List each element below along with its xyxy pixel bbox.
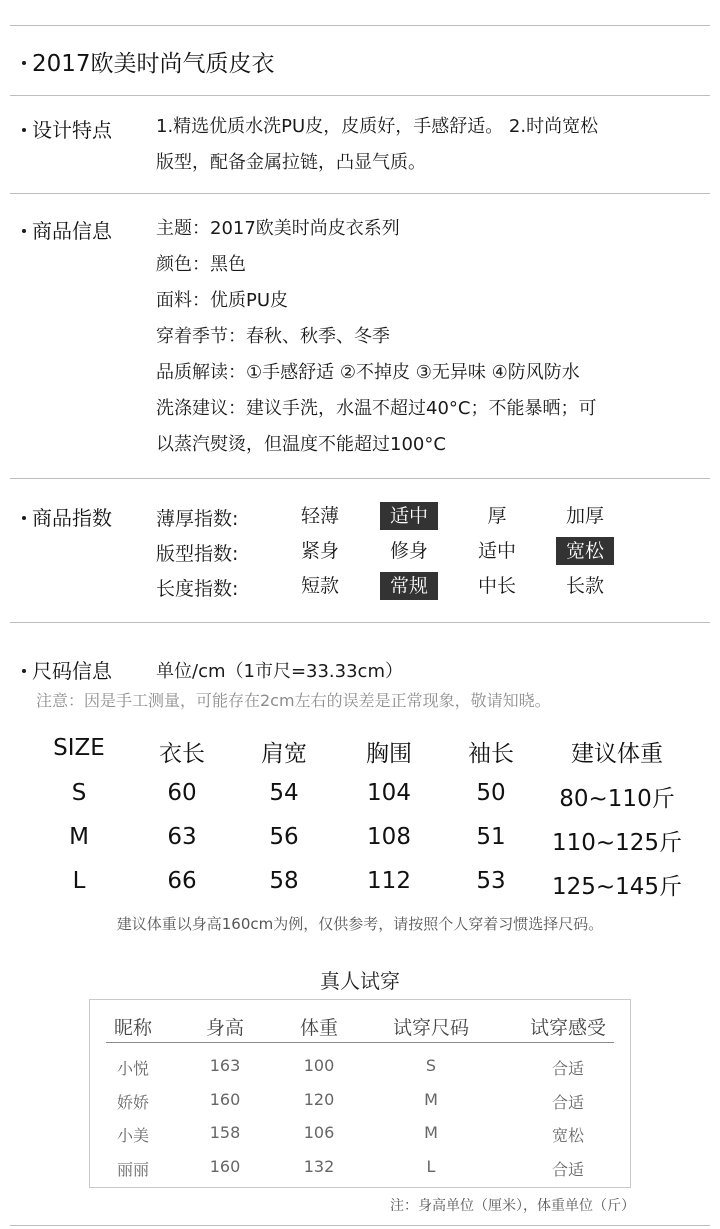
- bullet-dot: [22, 128, 26, 132]
- divider-2: [10, 193, 710, 194]
- bullet-dot: [22, 61, 26, 65]
- size-cell: 66: [167, 868, 197, 894]
- size-unit: 单位/cm（1市尺=33.33cm）: [156, 661, 403, 682]
- size-cell: 53: [476, 868, 506, 894]
- bullet-dot: [22, 516, 26, 520]
- design-line-2: 版型，配备金属拉链，凸显气质。: [156, 152, 426, 173]
- index-option: 适中: [477, 540, 516, 562]
- info-line: 洗涤建议：建议手洗，水温不超过40°C；不能暴晒；可: [156, 398, 597, 419]
- trial-cell: 丽丽: [116, 1160, 149, 1179]
- product-info-text: [156, 211, 596, 463]
- divider-bottom: [10, 1225, 710, 1226]
- trial-cell: 小美: [116, 1126, 149, 1145]
- info-line: 品质解读：①手感舒适 ②不掉皮 ③无异味 ④防风防水: [156, 362, 580, 383]
- size-cell: 125~145斤: [551, 874, 683, 900]
- trial-cell: 163: [209, 1056, 241, 1075]
- trial-cell: 宽松: [551, 1126, 584, 1145]
- info-line: 穿着季节：春秋、秋季、冬季: [156, 326, 390, 347]
- index-option-selected: 适中: [380, 502, 438, 530]
- size-header-cell: 建议体重: [571, 741, 663, 767]
- index-option: 长款: [565, 575, 604, 597]
- trial-header-divider: [106, 1042, 614, 1043]
- trial-cell: 合适: [551, 1059, 584, 1078]
- divider-1: [10, 95, 710, 96]
- size-header-cell: 胸围: [366, 741, 412, 767]
- info-line: 颜色：黑色: [156, 254, 246, 275]
- index-option: 紧身: [300, 540, 339, 562]
- divider-4: [10, 622, 710, 623]
- size-header-cell: 衣长: [159, 741, 205, 767]
- size-footnote: 建议体重以身高160cm为例，仅供参考，请按照个人穿着习惯选择尺码。: [116, 915, 604, 933]
- size-cell: M: [69, 824, 89, 850]
- bullet-dot: [22, 229, 26, 233]
- trial-cell: S: [425, 1056, 437, 1075]
- index-option: 短款: [300, 575, 339, 597]
- trial-title: 真人试穿: [320, 969, 400, 993]
- size-cell: 50: [476, 780, 506, 806]
- trial-cell: 160: [209, 1157, 241, 1176]
- trial-header-cell: 身高: [205, 1017, 244, 1039]
- size-cell: 51: [476, 824, 506, 850]
- trial-header-cell: 体重: [299, 1017, 338, 1039]
- index-option-selected: 常规: [380, 572, 438, 600]
- size-cell: 112: [367, 868, 411, 894]
- size-cell: 60: [167, 780, 197, 806]
- size-header-cell: 肩宽: [261, 741, 307, 767]
- size-cell: L: [72, 868, 86, 894]
- trial-cell: 160: [209, 1090, 241, 1109]
- trial-cell: 娇娇: [116, 1093, 149, 1112]
- size-cell: 54: [269, 780, 299, 806]
- page-title-row: [22, 45, 275, 78]
- trial-cell: 合适: [551, 1093, 584, 1112]
- design-text: [156, 109, 598, 181]
- size-cell: S: [71, 780, 87, 806]
- trial-header-cell: 昵称: [113, 1017, 152, 1039]
- design-line-1: 1.精选优质水洗PU皮，皮质好，手感舒适。 2.时尚宽松: [156, 116, 599, 137]
- divider-top: [10, 25, 710, 26]
- trial-cell: 106: [303, 1123, 335, 1142]
- trial-cell: M: [424, 1090, 438, 1109]
- product-index-label: 商品指数: [32, 506, 112, 530]
- size-header-cell: SIZE: [53, 735, 105, 761]
- trial-cell: 合适: [551, 1160, 584, 1179]
- product-index-label-row: [22, 502, 112, 531]
- info-line: 主题：2017欧美时尚皮衣系列: [156, 218, 400, 239]
- index-option: 加厚: [565, 505, 604, 527]
- size-cell: 80~110斤: [559, 786, 675, 812]
- trial-cell: 132: [303, 1157, 335, 1176]
- info-line: 以蒸汽熨烫，但温度不能超过100°C: [156, 434, 446, 455]
- bullet-dot: [22, 669, 26, 673]
- index-option: 中长: [477, 575, 516, 597]
- size-info-label: 尺码信息: [32, 659, 112, 683]
- info-line: 面料：优质PU皮: [156, 290, 289, 311]
- product-info-label: 商品信息: [32, 219, 112, 243]
- trial-header-cell: 试穿尺码: [392, 1017, 469, 1039]
- design-label-row: [22, 114, 112, 143]
- index-option: 轻薄: [300, 505, 339, 527]
- trial-cell: 120: [303, 1090, 335, 1109]
- size-cell: 56: [269, 824, 299, 850]
- size-cell: 108: [367, 824, 411, 850]
- page-title: 2017欧美时尚气质皮衣: [32, 51, 275, 77]
- trial-footnote: 注：身高单位（厘米），体重单位（斤）: [390, 1198, 635, 1214]
- trial-cell: M: [424, 1123, 438, 1142]
- size-header-cell: 袖长: [468, 741, 514, 767]
- index-row-name: 长度指数:: [156, 578, 239, 600]
- product-info-label-row: [22, 215, 112, 244]
- index-row-name: 版型指数:: [156, 543, 239, 565]
- trial-cell: 小悦: [116, 1059, 149, 1078]
- index-option: 修身: [389, 540, 428, 562]
- size-cell: 63: [167, 824, 197, 850]
- divider-3: [10, 478, 710, 479]
- trial-cell: 100: [303, 1056, 335, 1075]
- size-cell: 58: [269, 868, 299, 894]
- design-label: 设计特点: [32, 118, 112, 142]
- index-row-name: 薄厚指数:: [156, 508, 239, 530]
- size-cell: 110~125斤: [551, 830, 683, 856]
- trial-cell: L: [426, 1157, 436, 1176]
- index-option: 厚: [487, 505, 507, 527]
- trial-header-cell: 试穿感受: [529, 1017, 606, 1039]
- size-cell: 104: [367, 780, 411, 806]
- size-note: 注意：因是手工测量，可能存在2cm左右的误差是正常现象，敬请知晓。: [36, 691, 551, 710]
- trial-table: [89, 999, 631, 1188]
- trial-cell: 158: [209, 1123, 241, 1142]
- size-info-label-row: [22, 655, 112, 684]
- index-option-selected: 宽松: [556, 537, 614, 565]
